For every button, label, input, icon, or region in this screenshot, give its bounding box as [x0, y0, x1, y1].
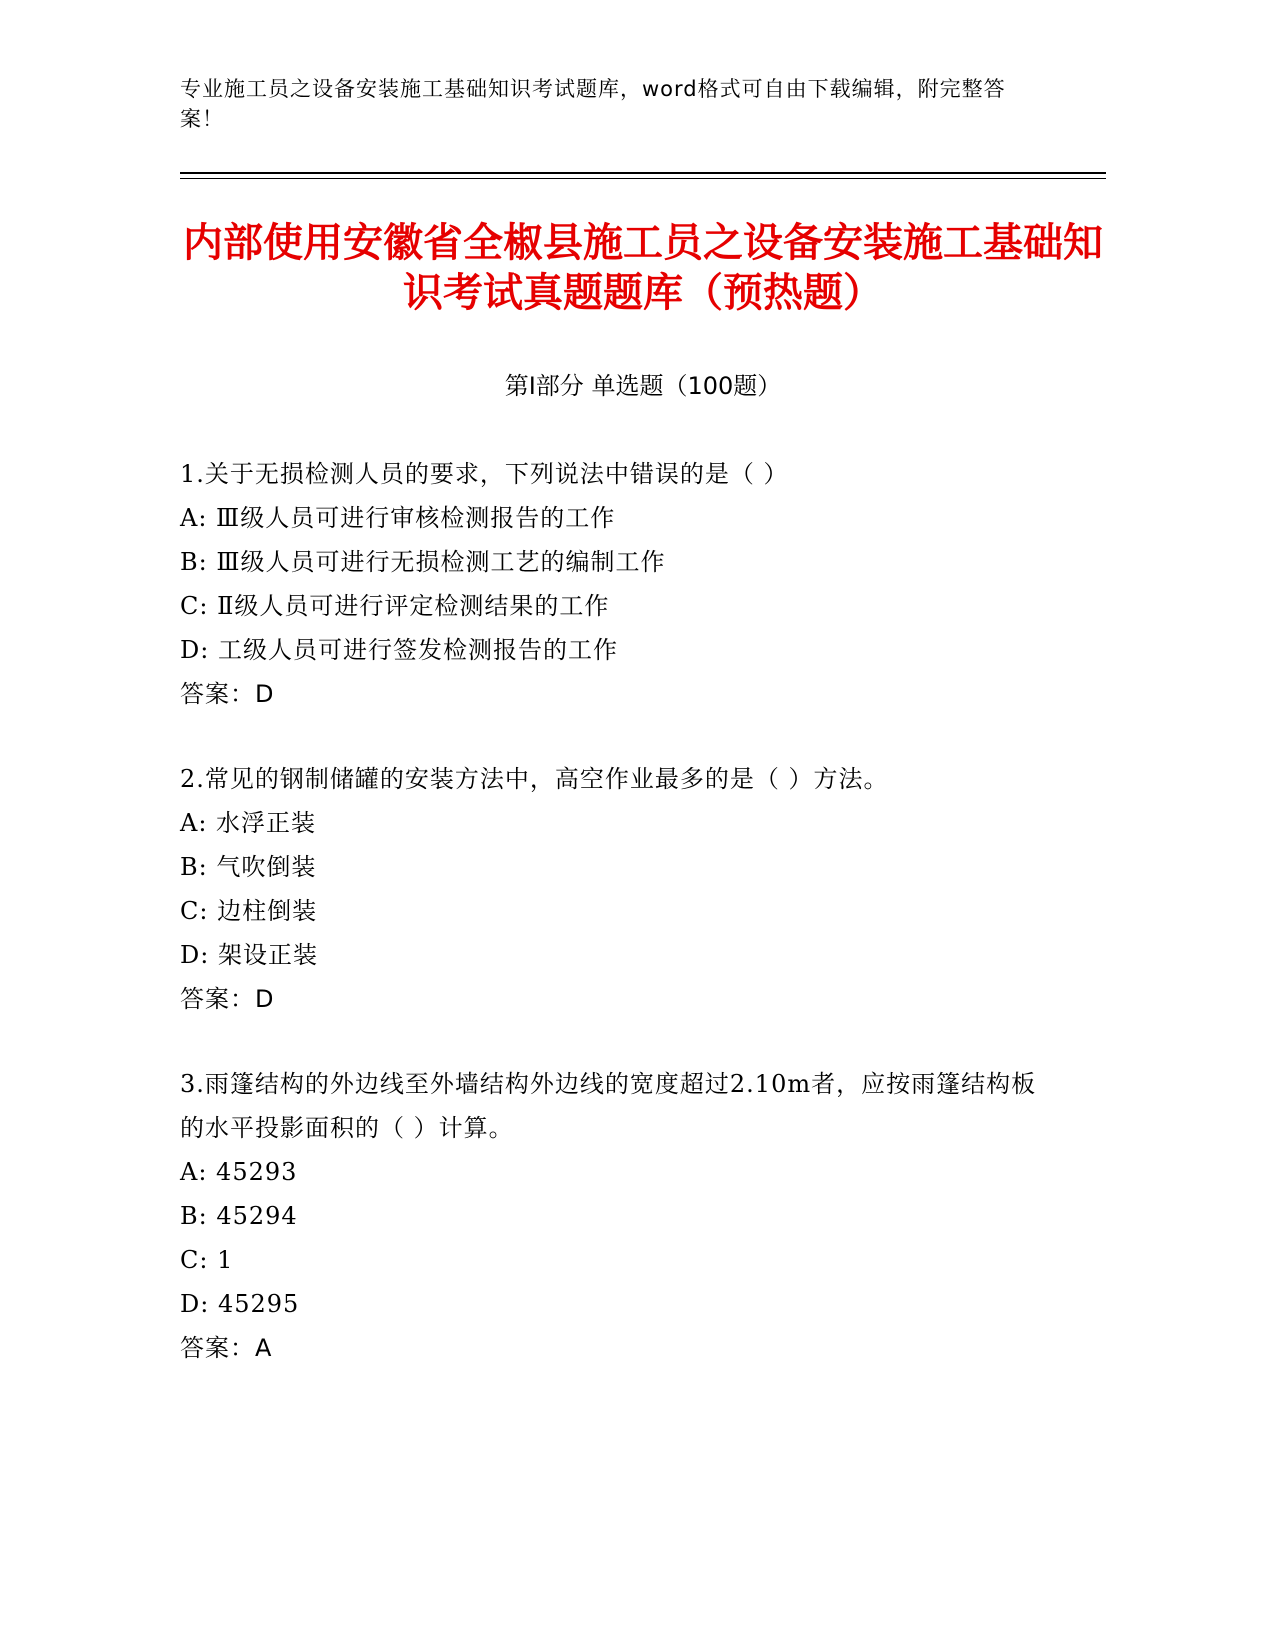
option-d: D: 架设正装 [180, 941, 318, 969]
question-block [180, 757, 1040, 1021]
answer: 答案：D [180, 985, 275, 1013]
answer: 答案：A [180, 1334, 273, 1362]
option-b: B: Ⅲ级人员可进行无损检测工艺的编制工作 [180, 548, 666, 576]
option-c: C: Ⅱ级人员可进行评定检测结果的工作 [180, 592, 610, 620]
option-a: A: Ⅲ级人员可进行审核检测报告的工作 [180, 504, 616, 532]
option-c: C: 1 [180, 1246, 234, 1274]
question-block [180, 452, 1040, 716]
option-d: D: 45295 [180, 1290, 300, 1318]
header-divider-thick [180, 172, 1106, 174]
header-divider-thin [180, 178, 1106, 179]
option-d: D: 工级人员可进行签发检测报告的工作 [180, 636, 618, 664]
question-stem: 1.关于无损检测人员的要求，下列说法中错误的是（ ） [180, 460, 789, 488]
option-b: B: 45294 [180, 1202, 298, 1230]
section-heading: 第Ⅰ部分 单选题（100题） [504, 372, 782, 400]
option-a: A: 水浮正装 [180, 809, 317, 837]
question-stem: 2.常见的钢制储罐的安装方法中，高空作业最多的是（ ）方法。 [180, 765, 889, 793]
question-stem: 3.雨篷结构的外边线至外墙结构外边线的宽度超过2.10m者，应按雨篷结构板的水平投影面积的（ ）计算。 [180, 1070, 1037, 1142]
header-note: 专业施工员之设备安装施工基础知识考试题库，word格式可自由下载编辑，附完整答案！ [180, 77, 1006, 131]
option-c: C: 边柱倒装 [180, 897, 318, 925]
answer: 答案：D [180, 680, 275, 708]
option-a: A: 45293 [180, 1158, 298, 1186]
option-b: B: 气吹倒装 [180, 853, 317, 881]
document-title: 内部使用安徽省全椒县施工员之设备安装施工基础知识考试真题题库（预热题） [183, 220, 1103, 316]
question-block [180, 1062, 1040, 1370]
